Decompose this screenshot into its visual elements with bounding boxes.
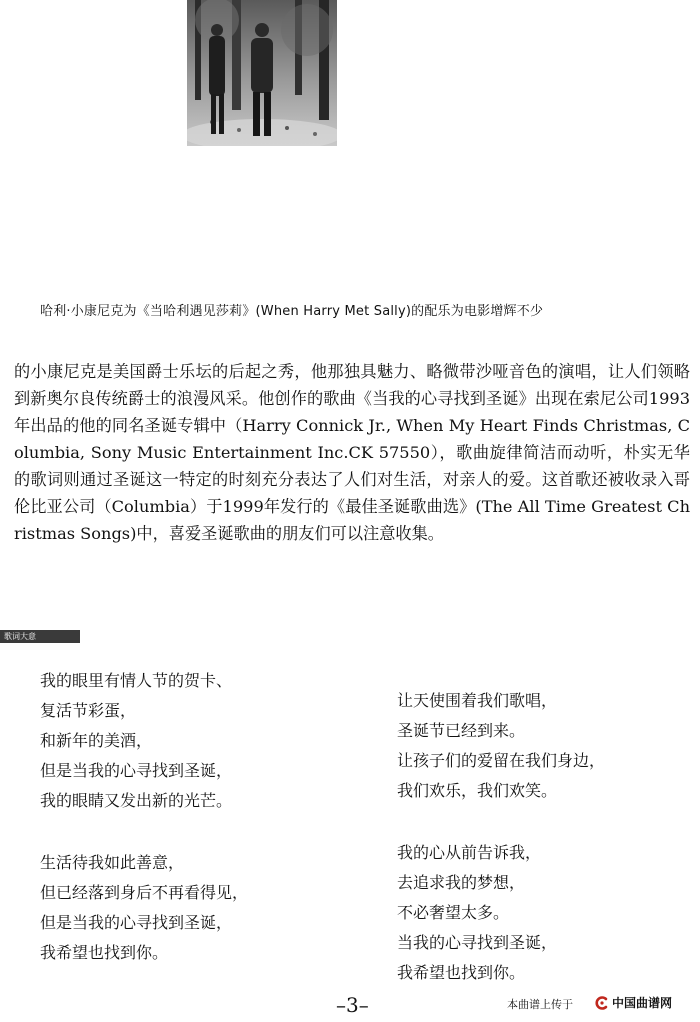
article-body: 的小康尼克是美国爵士乐坛的后起之秀，他那独具魅力、略微带沙哑音色的演唱，让人们领略到新奥尔良传统爵士的浪漫风采。他创作的歌曲《当我的心寻找到圣诞》出现在索尼公司1993年出品的他的同名圣诞专辑中（Harry Connick Jr., When My Heart Finds Christmas, Columbia, Sony Music Entertainment Inc.CK 57550），歌曲旋律简洁而动听，朴实无华的歌词则通过圣诞这一特定的时刻充分表达了人们对生活，对亲人的爱。这首歌还被收录入哥伦比亚公司（Columbia）于1999年发行的《最佳圣诞歌曲选》(The All Time Greatest Christmas Songs)中，喜爱圣诞歌曲的朋友们可以注意收集。 bbox=[14, 362, 690, 543]
lyric-line: 但是当我的心寻找到圣诞， bbox=[40, 913, 233, 932]
lyrics-right-column bbox=[397, 686, 605, 988]
lyrics-section-tab: 歌词大意 bbox=[0, 630, 80, 643]
lyric-line: 但已经落到身后不再看得见， bbox=[40, 883, 249, 902]
lyrics-stanza bbox=[40, 848, 248, 968]
ccmz-logo-icon bbox=[595, 996, 609, 1010]
site-logo[interactable] bbox=[595, 995, 672, 1011]
lyric-line: 我的眼睛又发出新的光芒。 bbox=[40, 791, 233, 810]
page-number: –3– bbox=[336, 993, 369, 1017]
lyrics-stanza bbox=[397, 838, 605, 988]
film-still-photo-icon bbox=[187, 0, 337, 146]
lyric-line: 和新年的美酒， bbox=[40, 731, 153, 750]
lyric-line: 圣诞节已经到来。 bbox=[397, 721, 526, 740]
lyric-line: 我的心从前告诉我， bbox=[397, 843, 542, 862]
lyric-line: 我们欢乐，我们欢笑。 bbox=[397, 781, 558, 800]
lyric-line: 当我的心寻找到圣诞， bbox=[397, 933, 558, 952]
lyric-line: 生活待我如此善意， bbox=[40, 853, 185, 872]
lyric-line: 我希望也找到你。 bbox=[397, 963, 526, 982]
film-still-photo bbox=[187, 0, 337, 146]
footer-upload-note: 本曲谱上传于 bbox=[507, 998, 573, 1011]
lyric-line: 但是当我的心寻找到圣诞， bbox=[40, 761, 233, 780]
lyric-line: 去追求我的梦想， bbox=[397, 873, 526, 892]
site-logo-text: 中国曲谱网 bbox=[612, 996, 673, 1010]
lyric-line: 我希望也找到你。 bbox=[40, 943, 169, 962]
photo-caption: 哈利·小康尼克为《当哈利遇见莎莉》(When Harry Met Sally)的配乐为电影增辉不少 bbox=[40, 304, 544, 319]
lyric-line: 复活节彩蛋， bbox=[40, 701, 137, 720]
lyric-line: 我的眼里有情人节的贺卡、 bbox=[40, 671, 233, 690]
lyrics-stanza bbox=[397, 686, 605, 806]
lyric-line: 不必奢望太多。 bbox=[397, 903, 510, 922]
lyric-line: 让天使围着我们歌唱， bbox=[397, 691, 558, 710]
lyric-line: 让孩子们的爱留在我们身边， bbox=[397, 751, 606, 770]
lyrics-left-column bbox=[40, 666, 248, 968]
lyrics-stanza bbox=[40, 666, 248, 816]
